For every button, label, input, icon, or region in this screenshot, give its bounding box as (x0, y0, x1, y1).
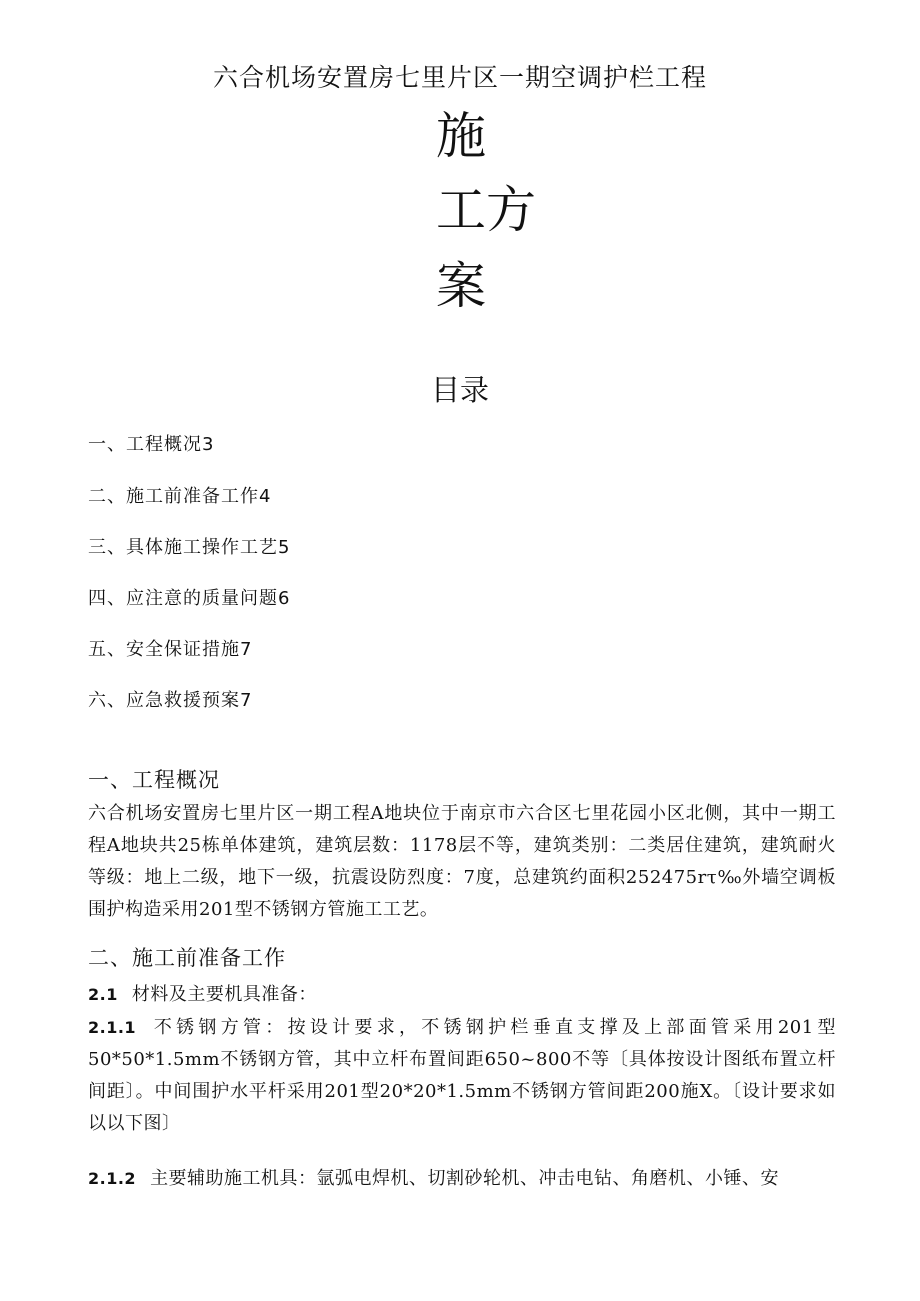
overview-paragraph: 六合机场安置房七里片区一期工程A地块位于南京市六合区七里花园小区北侧，其中一期工程A地块共25栋单体建筑，建筑层数：1178层不等，建筑类别：二类居住建筑，建筑耐火等级：地上二级，地下一级，抗震设防烈度：7度，总建筑约面积252475rτ‰外墙空调板围护构造采用201型不锈钢方管施工工艺。 (88, 803, 836, 920)
toc-item-label: 六、应急救援预案 (88, 690, 240, 711)
toc-item-label: 二、施工前准备工作 (88, 486, 259, 507)
toc-item[interactable] (88, 430, 214, 456)
toc-item-label: 五、安全保证措施 (88, 639, 240, 660)
subsection-2-1-2 (88, 1164, 779, 1190)
toc-item-page: 4 (259, 486, 272, 507)
subsection-text: 材料及主要机具准备： (131, 984, 317, 1005)
toc-item-label: 四、应注意的质量问题 (88, 588, 278, 609)
toc-item-label: 一、工程概况 (88, 434, 202, 455)
toc-item[interactable] (88, 482, 271, 508)
toc-item-page: 7 (240, 639, 253, 660)
document-title-line-3: 案 (436, 257, 486, 315)
toc-heading: 目录 (430, 373, 489, 407)
subsection-number: 2.1.2 (88, 1169, 137, 1188)
subsection-2-1 (88, 980, 317, 1006)
toc-item[interactable] (88, 635, 252, 661)
toc-item-label: 三、具体施工操作工艺 (88, 537, 278, 558)
toc-item[interactable] (88, 686, 252, 712)
toc-item-page: 3 (202, 434, 215, 455)
toc-item[interactable] (88, 584, 290, 610)
section-heading-overview: 一、工程概况 (88, 768, 220, 792)
document-title-line-1: 施 (436, 107, 486, 165)
project-title: 六合机场安置房七里片区一期空调护栏工程 (212, 63, 707, 92)
document-title-line-2: 工方 (436, 181, 536, 239)
toc-item-page: 7 (240, 690, 253, 711)
subsection-number: 2.1.1 (88, 1018, 137, 1037)
subsection-2-1-1 (88, 1012, 836, 1140)
subsection-text: 主要辅助施工机具：氩弧电焊机、切割砂轮机、冲击电钻、角磨机、小锤、安 (150, 1168, 780, 1189)
toc-item-page: 5 (278, 537, 291, 558)
subsection-number: 2.1 (88, 985, 118, 1004)
section-heading-preparation: 二、施工前准备工作 (88, 946, 286, 970)
toc-item[interactable] (88, 533, 290, 559)
subsection-text: 不锈钢方管：按设计要求，不锈钢护栏垂直支撑及上部面管采用201型50*50*1.5mm不锈钢方管，其中立杆布置间距650~800不等〔具体按设计图纸布置立杆间距〕。中间围护水平杆采用201型20*20*1.5mm不锈钢方管间距200施X。〔设计要求如以以下图〕 (88, 1017, 836, 1134)
toc-item-page: 6 (278, 588, 291, 609)
